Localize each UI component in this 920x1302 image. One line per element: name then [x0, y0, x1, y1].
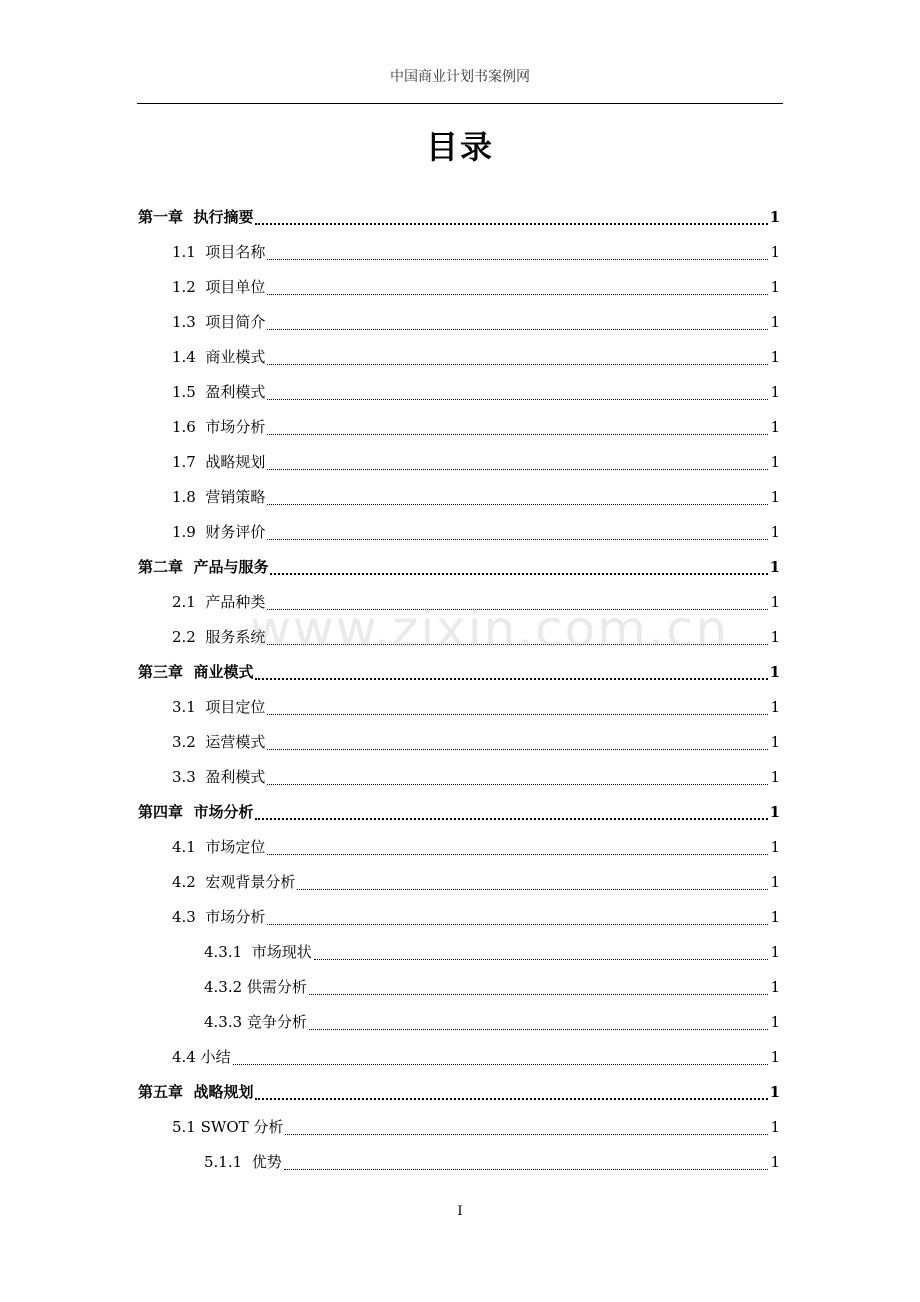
- toc-dot-leader: [309, 1028, 769, 1030]
- toc-entry-page: 1: [770, 768, 780, 786]
- toc-dot-leader: [233, 1063, 769, 1065]
- toc-entry-page: 1: [770, 1048, 780, 1066]
- toc-entry-label: 4.3.3 竞争分析: [204, 1013, 307, 1031]
- toc-entry-page: 1: [770, 418, 780, 436]
- toc-dot-leader: [267, 293, 768, 295]
- toc-entry-label: 3.2 运营模式: [172, 733, 266, 751]
- toc-entry-label: 4.1 市场定位: [172, 838, 266, 856]
- toc-dot-leader: [309, 993, 769, 995]
- page-header: 中国商业计划书案例网: [390, 69, 530, 85]
- toc-entry[interactable]: [138, 900, 780, 935]
- toc-entry-label: 第二章 产品与服务: [138, 558, 269, 576]
- toc-entry-page: 1: [770, 1013, 780, 1031]
- toc-entry-label: 2.2 服务系统: [172, 628, 266, 646]
- toc-entry-page: 1: [770, 243, 780, 261]
- toc-entry-page: 1: [770, 978, 780, 996]
- toc-entry-page: 1: [770, 1118, 780, 1136]
- toc-entry-page: 1: [770, 488, 780, 506]
- toc-dot-leader: [267, 503, 768, 505]
- toc-entry[interactable]: [138, 655, 780, 690]
- toc-dot-leader: [267, 433, 768, 435]
- toc-entry-page: 1: [770, 593, 780, 611]
- page-title: 目录: [425, 128, 494, 166]
- toc-entry[interactable]: [138, 865, 780, 900]
- toc-dot-leader: [267, 538, 768, 540]
- toc-entry[interactable]: [138, 620, 780, 655]
- toc-dot-leader: [267, 468, 768, 470]
- toc-entry-label: 1.3 项目简介: [172, 313, 266, 331]
- toc-dot-leader: [267, 608, 768, 610]
- toc-entry-label: 1.8 营销策略: [172, 488, 266, 506]
- toc-entry-page: 1: [770, 908, 780, 926]
- toc-entry[interactable]: [138, 1145, 780, 1180]
- toc-entry[interactable]: [138, 445, 780, 480]
- toc-entry-label: 第一章 执行摘要: [138, 208, 254, 226]
- toc-entry-label: 1.2 项目单位: [172, 278, 266, 296]
- toc-entry-page: 1: [770, 698, 780, 716]
- toc-entry[interactable]: [138, 760, 780, 795]
- toc-dot-leader: [297, 888, 768, 890]
- toc-entry-label: 5.1.1 优势: [204, 1153, 282, 1171]
- toc-entry-page: 1: [769, 1083, 780, 1101]
- toc-dot-leader: [267, 398, 768, 400]
- toc-dot-leader: [285, 1133, 768, 1135]
- toc-dot-leader: [255, 1097, 767, 1100]
- toc-entry[interactable]: [138, 1040, 780, 1075]
- toc-entry-label: 1.1 项目名称: [172, 243, 266, 261]
- toc-entry-page: 1: [770, 1153, 780, 1171]
- toc-entry-page: 1: [770, 523, 780, 541]
- toc-entry[interactable]: [138, 1110, 780, 1145]
- toc-entry-label: 第四章 市场分析: [138, 803, 254, 821]
- toc-dot-leader: [267, 643, 768, 645]
- toc-entry-label: 2.1 产品种类: [172, 593, 266, 611]
- toc-entry-label: 4.3.1 市场现状: [204, 943, 312, 961]
- toc-entry-page: 1: [770, 628, 780, 646]
- toc-entry[interactable]: [138, 795, 780, 830]
- toc-entry-page: 1: [770, 313, 780, 331]
- toc-entry[interactable]: [138, 270, 780, 305]
- toc-dot-leader: [255, 817, 767, 820]
- toc-entry[interactable]: [138, 480, 780, 515]
- toc-dot-leader: [270, 572, 767, 575]
- toc-entry[interactable]: [138, 550, 780, 585]
- toc-dot-leader: [255, 677, 767, 680]
- toc-entry[interactable]: [138, 1075, 780, 1110]
- toc-dot-leader: [267, 328, 768, 330]
- toc-dot-leader: [255, 222, 767, 225]
- toc-entry-page: 1: [769, 663, 780, 681]
- toc-entry-label: 4.4 小结: [172, 1048, 231, 1066]
- toc-dot-leader: [267, 363, 768, 365]
- toc-entry[interactable]: [138, 375, 780, 410]
- toc-dot-leader: [267, 783, 768, 785]
- toc-entry[interactable]: [138, 340, 780, 375]
- toc-entry-label: 1.9 财务评价: [172, 523, 266, 541]
- table-of-contents: [138, 200, 780, 1180]
- toc-entry-label: 5.1 SWOT 分析: [172, 1118, 284, 1136]
- watermark: www.zixin.com.cn: [250, 600, 730, 658]
- header-rule: [137, 103, 783, 104]
- toc-entry[interactable]: [138, 585, 780, 620]
- toc-entry[interactable]: [138, 515, 780, 550]
- toc-entry-label: 4.2 宏观背景分析: [172, 873, 296, 891]
- toc-entry-label: 1.4 商业模式: [172, 348, 266, 366]
- toc-entry-page: 1: [770, 838, 780, 856]
- toc-entry-label: 第五章 战略规划: [138, 1083, 254, 1101]
- toc-entry-label: 1.6 市场分析: [172, 418, 266, 436]
- toc-entry-label: 3.3 盈利模式: [172, 768, 266, 786]
- toc-entry-page: 1: [770, 453, 780, 471]
- toc-entry[interactable]: [138, 830, 780, 865]
- toc-entry[interactable]: [138, 235, 780, 270]
- toc-entry-label: 1.5 盈利模式: [172, 383, 266, 401]
- toc-dot-leader: [267, 258, 768, 260]
- toc-entry-page: 1: [770, 348, 780, 366]
- toc-entry-label: 第三章 商业模式: [138, 663, 254, 681]
- toc-entry-label: 1.7 战略规划: [172, 453, 266, 471]
- toc-dot-leader: [284, 1168, 769, 1170]
- toc-entry[interactable]: [138, 200, 780, 235]
- toc-entry[interactable]: [138, 935, 780, 970]
- toc-entry-page: 1: [770, 873, 780, 891]
- toc-entry-page: 1: [769, 803, 780, 821]
- toc-entry[interactable]: [138, 305, 780, 340]
- toc-entry[interactable]: [138, 725, 780, 760]
- toc-entry-page: 1: [769, 558, 780, 576]
- toc-entry-page: 1: [770, 383, 780, 401]
- page-number: I: [457, 1204, 463, 1219]
- toc-entry-page: 1: [770, 943, 780, 961]
- toc-entry[interactable]: [138, 970, 780, 1005]
- toc-entry[interactable]: [138, 1005, 780, 1040]
- toc-entry-label: 4.3.2 供需分析: [204, 978, 307, 996]
- toc-entry[interactable]: [138, 410, 780, 445]
- toc-dot-leader: [267, 748, 768, 750]
- toc-dot-leader: [267, 923, 768, 925]
- toc-dot-leader: [267, 853, 768, 855]
- toc-entry[interactable]: [138, 690, 780, 725]
- toc-entry-page: 1: [770, 733, 780, 751]
- toc-entry-label: 3.1 项目定位: [172, 698, 266, 716]
- toc-entry-label: 4.3 市场分析: [172, 908, 266, 926]
- toc-dot-leader: [267, 713, 768, 715]
- toc-entry-page: 1: [770, 278, 780, 296]
- toc-entry-page: 1: [769, 208, 780, 226]
- toc-dot-leader: [314, 958, 769, 960]
